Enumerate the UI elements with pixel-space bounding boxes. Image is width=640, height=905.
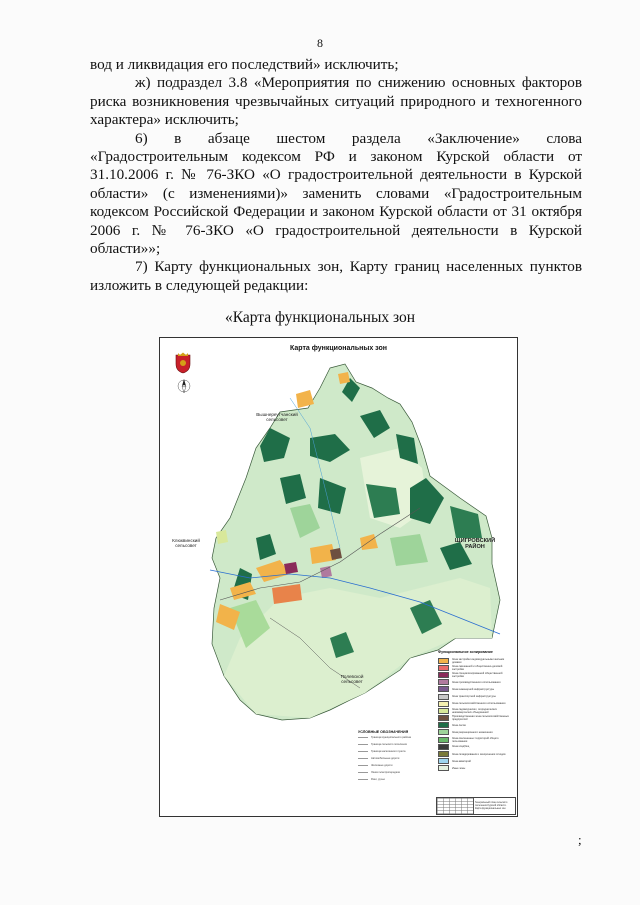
- title-block-text: Генеральный план сельского поселения Курской области. Карта функциональных зон: [475, 801, 508, 810]
- legend-items: [438, 657, 512, 772]
- legend-row: [438, 743, 512, 750]
- legend-swatch: [438, 751, 449, 757]
- symbols-legend-label: Граница муниципального района: [371, 736, 411, 739]
- paragraph-3: 6) в абзаце шестом раздела «Заключение» слова «Градостроительным кодексом РФ и законом Курской области от 31.10.2006 г. № 76-ЗКО «О градостроительной деятельности в Курской области» (с изменениями)» заменить словами «Градостроительным кодексом Российской Федерации и законом Курской области от 31 октября 2006 г. № 76-ЗКО «О градостроительной деятельности в Курской области»»;: [90, 129, 582, 258]
- title-block: [436, 797, 516, 815]
- symbols-legend-row: [358, 741, 436, 748]
- trailing-semicolon: ;: [578, 832, 582, 847]
- label-south-council: Полевской сельсовет: [340, 674, 364, 685]
- legend-label: Зона смешанной и общественно-деловой застройки: [452, 664, 503, 671]
- legend-label: Зона кладбищ: [452, 745, 470, 749]
- map-caption: «Карта функциональных зон: [224, 309, 416, 326]
- legend-row: [438, 715, 512, 722]
- legend-swatch: [438, 701, 449, 707]
- symbols-legend-row: [358, 734, 436, 741]
- symbols-legend-line: [358, 779, 368, 780]
- legend-label: Зона инженерной инфраструктуры: [452, 687, 495, 691]
- symbols-legend-row: [358, 748, 436, 755]
- symbols-legend-row: [358, 762, 436, 769]
- map-figure: [159, 337, 518, 817]
- legend-row: [438, 729, 512, 736]
- legend-row: [438, 671, 512, 678]
- legend-label: Зона застройки индивидуальными жилыми домами: [452, 657, 505, 664]
- legend-label: Зона складирования и захоронения отходов: [452, 752, 506, 756]
- label-district: ЩИГРОВСКИЙ РАЙОН: [454, 538, 496, 551]
- legend-label: Зона рекреационного назначения: [452, 730, 493, 734]
- legend-label: Зона акваторий: [452, 759, 471, 763]
- legend-row: [438, 664, 512, 671]
- paragraph-4: 7) Карту функциональных зон, Карту границ населенных пунктов изложить в следующей редакции:: [90, 258, 582, 294]
- title-block-grid: [437, 798, 474, 814]
- symbols-legend-label: Железные дороги: [371, 764, 393, 767]
- legend-swatch: [438, 686, 449, 692]
- legend-swatch: [438, 679, 449, 685]
- symbols-legend-title: УСЛОВНЫЕ ОБОЗНАЧЕНИЯ: [358, 730, 409, 734]
- symbols-legend-label: Граница населенного пункта: [371, 750, 406, 753]
- legend-row: [438, 657, 512, 664]
- legend-row: [438, 758, 512, 765]
- symbols-legend-line: [358, 765, 368, 766]
- legend-swatch: [438, 694, 449, 700]
- symbols-legend-label: Реки, ручьи: [371, 778, 385, 781]
- body-text: [90, 56, 582, 295]
- page-number: 8: [317, 36, 323, 50]
- legend-row: [438, 693, 512, 700]
- legend-label: Зона садоводческих, огороднических некоммерческих объединений: [452, 707, 497, 714]
- symbols-legend-line: [358, 751, 368, 752]
- legend-swatch: [438, 765, 449, 771]
- legend-label: Зона специализированной общественной застройки: [452, 671, 503, 678]
- legend-row: [438, 750, 512, 757]
- legend-swatch: [438, 744, 449, 750]
- legend-swatch: [438, 722, 449, 728]
- legend-swatch: [438, 658, 449, 664]
- legend-label: Зона сельскохозяйственного использования: [452, 702, 506, 706]
- symbols-legend-label: Автомобильные дороги: [371, 757, 400, 760]
- label-west-council: Клюквинский сельсовет: [172, 538, 200, 549]
- legend-row: [438, 707, 512, 714]
- symbols-legend-line: [358, 772, 368, 773]
- legend-row: [438, 686, 512, 693]
- symbols-legend-items: [358, 734, 436, 783]
- legend-swatch: [438, 758, 449, 764]
- paragraph-1: вод и ликвидация его последствий» исключить;: [90, 56, 399, 73]
- symbols-legend: [358, 730, 436, 783]
- map-title: Карта функциональных зон: [290, 345, 387, 352]
- legend-title: Функциональное зонирование: [438, 650, 493, 654]
- legend-label: Зона транспортной инфраструктуры: [452, 695, 496, 699]
- symbols-legend-line: [358, 758, 368, 759]
- legend-swatch: [438, 708, 449, 714]
- legend-swatch: [438, 665, 449, 671]
- symbols-legend-line: [358, 744, 368, 745]
- label-north-council: Вышнереутчанский сельсовет: [256, 412, 298, 423]
- symbols-legend-line: [358, 737, 368, 738]
- legend-swatch: [438, 672, 449, 678]
- legend-label: Зона производственного использования: [452, 680, 501, 684]
- legend-row: [438, 700, 512, 707]
- legend-row: [438, 722, 512, 729]
- legend-row: [438, 679, 512, 686]
- symbols-legend-row: [358, 776, 436, 783]
- symbols-legend-row: [358, 769, 436, 776]
- symbols-legend-label: Линии электропередачи: [371, 771, 401, 774]
- legend-swatch: [438, 715, 449, 721]
- legend-swatch: [438, 737, 449, 743]
- legend-label: Зона лесов: [452, 723, 466, 727]
- legend-row: [438, 736, 512, 743]
- legend-swatch: [438, 729, 449, 735]
- legend-label: Зона озелененных территорий общего пользования: [452, 736, 499, 743]
- map-legend: [438, 650, 512, 800]
- symbols-legend-label: Граница сельского поселения: [371, 743, 407, 746]
- paragraph-2: ж) подраздел 3.8 «Мероприятия по снижению основных факторов риска возникновения чрезвычайных ситуаций природного и техногенного характера» исключить;: [90, 74, 582, 129]
- legend-label: Иные зоны: [452, 766, 466, 770]
- symbols-legend-row: [358, 755, 436, 762]
- legend-row: [438, 765, 512, 772]
- legend-label: Производственная зона сельскохозяйственных предприятий: [452, 715, 509, 722]
